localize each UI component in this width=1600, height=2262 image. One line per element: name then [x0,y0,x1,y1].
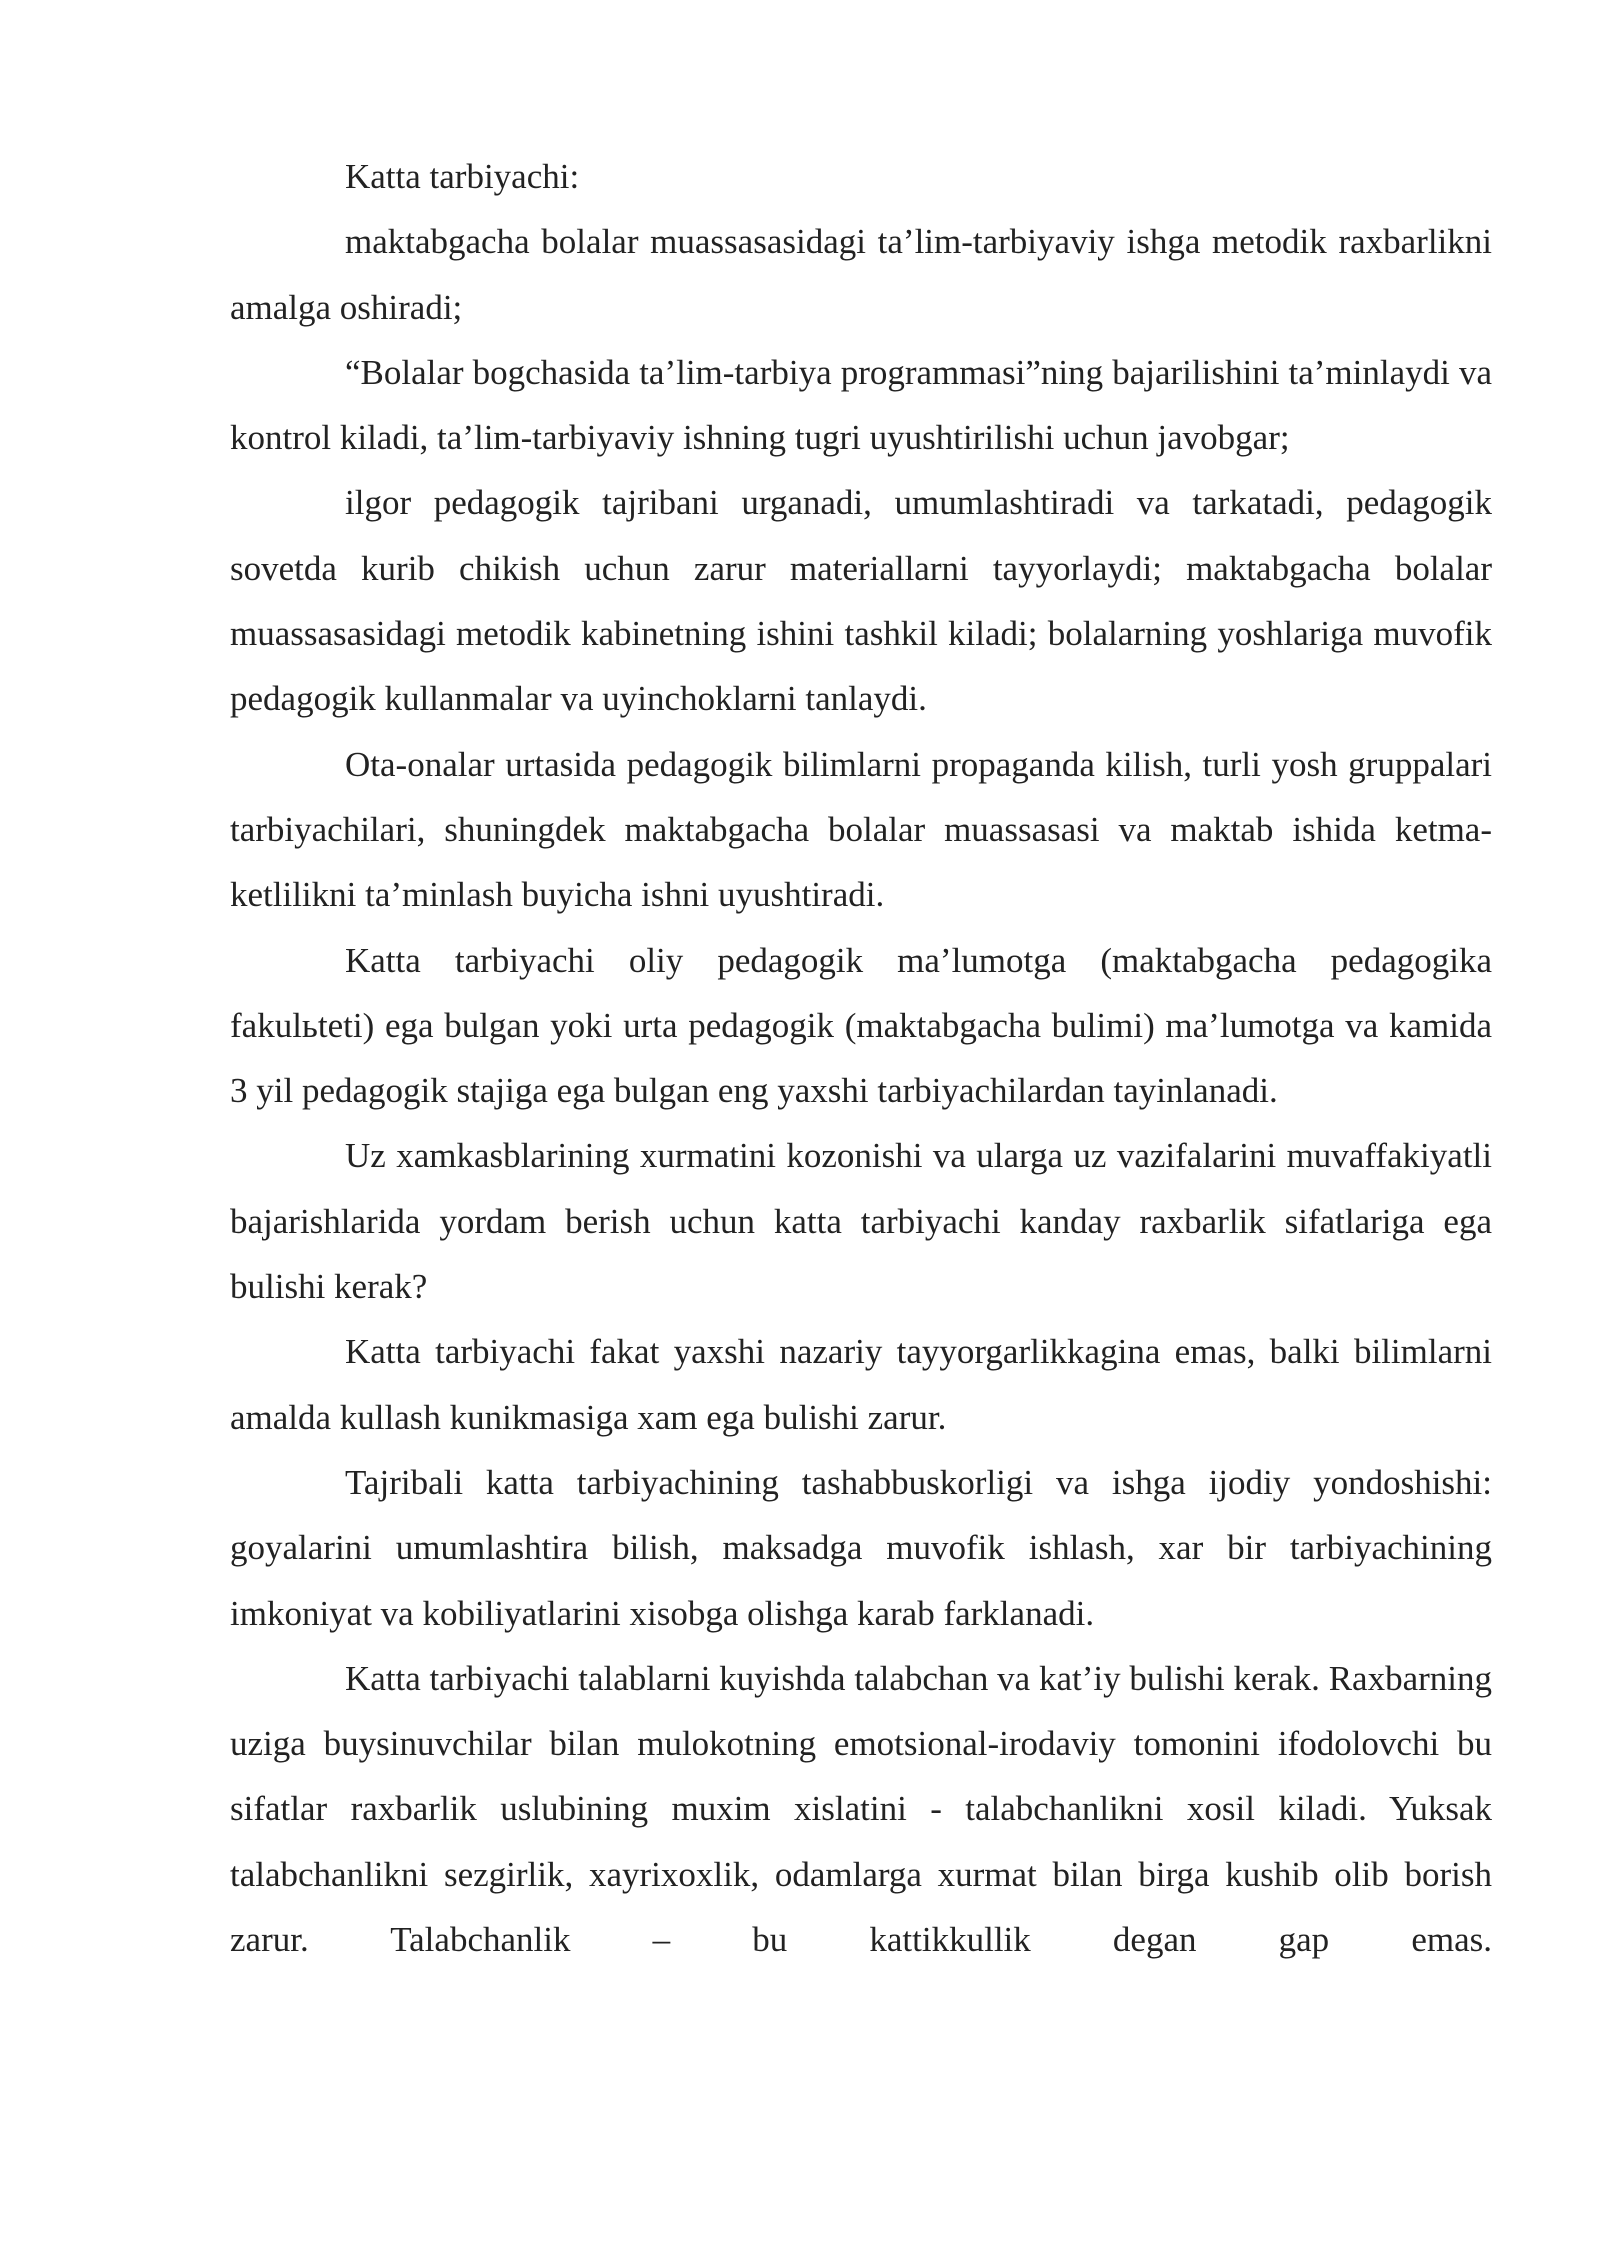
paragraph: Tajribali katta tarbiyachining tashabbuskorligi va ishga ijodiy yondoshishi: goyalarini umumlashtira bilish, maksadga muvofik ishlash, xar bir tarbiyachining imkoniyat va kobiliyatlarini xisobga olishga karab farklanadi. [230,1462,1492,1633]
paragraph: Katta tarbiyachi fakat yaxshi nazariy tayyorgarlikkagina emas, balki bilimlarni amalda kullash kunikmasiga xam ega bulishi zarur. [230,1332,1492,1437]
paragraph: maktabgacha bolalar muassasasidagi ta’lim-tarbiyaviy ishga metodik raxbarlikni amalga oshiradi; [230,222,1492,327]
paragraph: “Bolalar bogchasida ta’lim-tarbiya programmasi”ning bajarilishini ta’minlaydi va kontrol kiladi, ta’lim-tarbiyaviy ishning tugri uyushtirilishi uchun javobgar; [230,352,1492,458]
paragraph: Katta tarbiyachi talablarni kuyishda talabchan va kat’iy bulishi kerak. Raxbarning uziga buysinuvchilar bilan mulokotning emotsional-irodaviy tomonini ifodolovchi bu sifatlar raxbarlik uslubining muxim xislatini - talabchanlikni xosil kiladi. Yuksak talabchanlikni sezgirlik, xayrixoxlik, odamlarga xurmat bilan birga kushib olib borish zarur. Talabchanlik – bu kattikkullik degan gap emas. [230,1658,1492,1960]
paragraph: ilgor pedagogik tajribani urganadi, umumlashtiradi va tarkatadi, pedagogik sovetda kurib chikish uchun zarur materiallarni tayyorlaydi; maktabgacha bolalar muassasasidagi metodik kabinetning ishini tashkil kiladi; bolalarning yoshlariga muvofik pedagogik kullanmalar va uyinchoklarni tanlaydi. [230,483,1492,719]
paragraph: Ota-onalar urtasida pedagogik bilimlarni propaganda kilish, turli yosh gruppalari tarbiyachilari, shuningdek maktabgacha bolalar muassasasi va maktab ishida ketma-ketlilikni ta’minlash buyicha ishni uyushtiradi. [230,744,1492,915]
paragraph: Katta tarbiyachi oliy pedagogik ma’lumotga (maktabgacha pedagogika fakulьteti) ega bulgan yoki urta pedagogik (maktabgacha bulimi) ma’lumotga va kamida 3 yil pedagogik stajiga ega bulgan eng yaxshi tarbiyachilardan tayinlanadi. [230,940,1492,1111]
paragraph: Uz xamkasblarining xurmatini kozonishi va ularga uz vazifalarini muvaffakiyatli bajarishlarida yordam berish uchun katta tarbiyachi kanday raxbarlik sifatlariga ega bulishi kerak? [230,1136,1492,1307]
paragraph: Katta tarbiyachi: [345,157,580,196]
document-body [230,144,1492,1972]
